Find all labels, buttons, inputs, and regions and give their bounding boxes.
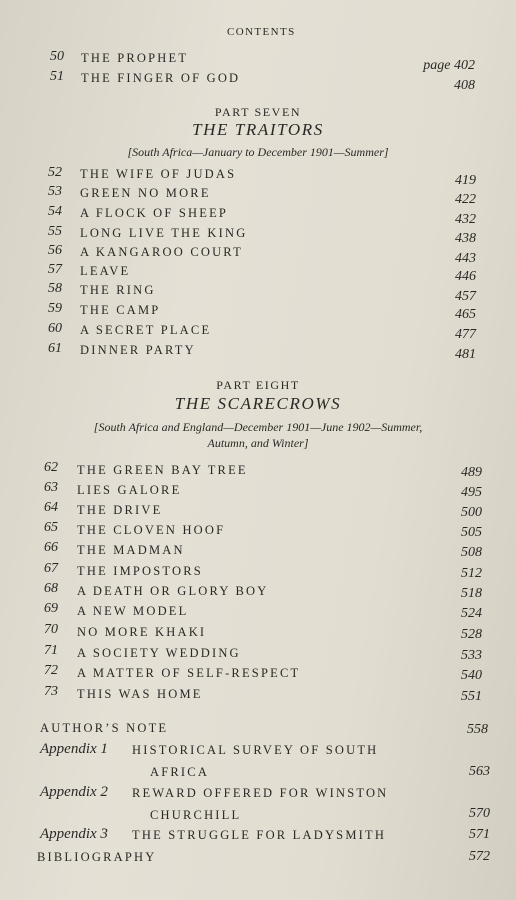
page-number: 505 [461, 525, 482, 540]
part-subtitle: [South Africa—January to December 1901—Summer] [127, 145, 389, 159]
page-number: 419 [455, 173, 476, 188]
page-number: 495 [461, 485, 482, 500]
chapter-number: 52 [48, 165, 62, 180]
chapter-number: 58 [48, 281, 62, 296]
chapter-title: A SECRET PLACE [80, 323, 212, 337]
page-number: 465 [455, 307, 476, 322]
chapter-number: 71 [44, 643, 58, 658]
chapter-number: 72 [44, 663, 58, 678]
part-title: THE SCARECROWS [174, 394, 342, 413]
chapter-title: THE WIFE OF JUDAS [80, 167, 237, 181]
chapter-title: THE CLOVEN HOOF [77, 523, 226, 537]
page-number: 571 [469, 827, 490, 842]
page-number: 551 [461, 689, 482, 704]
page-number: 500 [461, 505, 482, 520]
appendix-label: Appendix 2 [40, 784, 108, 800]
chapter-title: LEAVE [80, 264, 131, 278]
page-number: 508 [461, 545, 482, 560]
page-number: 438 [455, 231, 476, 246]
chapter-number: 65 [44, 520, 58, 535]
chapter-title: LONG LIVE THE KING [80, 226, 248, 240]
page-number: 408 [454, 78, 475, 93]
page-number: 457 [455, 289, 476, 304]
page-number: 524 [461, 606, 482, 621]
chapter-number: 66 [44, 540, 58, 555]
page-number: 489 [461, 465, 482, 480]
page-number: 446 [455, 269, 476, 284]
page-number: 563 [469, 764, 490, 779]
chapter-title: A DEATH OR GLORY BOY [77, 584, 269, 598]
chapter-number: 54 [48, 204, 62, 219]
chapter-number: 51 [50, 69, 64, 84]
chapter-number: 69 [44, 601, 58, 616]
chapter-number: 61 [48, 341, 62, 356]
chapter-title: A NEW MODEL [77, 604, 189, 618]
chapter-number: 62 [44, 460, 58, 475]
appendix-title: AFRICA [150, 765, 210, 779]
page-number: 443 [455, 251, 476, 266]
chapter-title: NO MORE KHAKI [77, 625, 207, 639]
appendix-label: Appendix 1 [40, 741, 108, 757]
chapter-number: 68 [44, 581, 58, 596]
chapter-number: 53 [48, 184, 62, 199]
page-number: 512 [461, 566, 482, 581]
chapter-title: A SOCIETY WEDDING [77, 646, 241, 660]
chapter-title: A KANGAROO COURT [80, 245, 243, 259]
chapter-title: THE DRIVE [77, 503, 163, 517]
chapter-title: THE MADMAN [77, 543, 185, 557]
appendix-label: Appendix 3 [40, 826, 108, 842]
appendix-title: HISTORICAL SURVEY OF SOUTH [132, 743, 379, 757]
contents-header: CONTENTS [227, 26, 296, 38]
part-title: THE TRAITORS [192, 120, 324, 139]
chapter-number: 60 [48, 321, 62, 336]
chapter-title: THE GREEN BAY TREE [77, 463, 248, 477]
chapter-number: 55 [48, 224, 62, 239]
chapter-number: 70 [44, 622, 58, 637]
page-number: 528 [461, 627, 482, 642]
part-subtitle: [South Africa and England—December 1901—June 1902—Summer, [93, 420, 423, 434]
chapter-number: 73 [44, 684, 58, 699]
page-number: 481 [455, 347, 476, 362]
page-number: 572 [469, 849, 490, 864]
chapter-title: DINNER PARTY [80, 343, 196, 357]
chapter-title: THE IMPOSTORS [77, 564, 203, 578]
chapter-number: 57 [48, 262, 62, 277]
chapter-title: GREEN NO MORE [80, 186, 211, 200]
page-number: page 402 [423, 58, 475, 73]
page-number: 432 [455, 212, 476, 227]
chapter-number: 50 [50, 49, 64, 64]
page-number: 540 [461, 668, 482, 683]
chapter-number: 67 [44, 561, 58, 576]
chapter-number: 63 [44, 480, 58, 495]
chapter-title: A MATTER OF SELF-RESPECT [77, 666, 301, 680]
page-number: 558 [467, 722, 488, 737]
appendix-title: THE STRUGGLE FOR LADYSMITH [132, 828, 387, 842]
chapter-title: LIES GALORE [77, 483, 182, 497]
chapter-title: THE PROPHET [81, 51, 189, 65]
page-number: 477 [455, 327, 476, 342]
page-number: 422 [455, 192, 476, 207]
page-number: 533 [461, 648, 482, 663]
appendix-title: REWARD OFFERED FOR WINSTON [132, 786, 389, 800]
chapter-number: 56 [48, 243, 62, 258]
chapter-title: THE RING [80, 283, 156, 297]
chapter-title: THIS WAS HOME [77, 687, 203, 701]
chapter-title: A FLOCK OF SHEEP [80, 206, 229, 220]
chapter-number: 64 [44, 500, 58, 515]
authors-note-title: AUTHOR’S NOTE [40, 721, 169, 735]
part-label: PART SEVEN [214, 105, 302, 119]
part-label: PART EIGHT [216, 378, 300, 392]
chapter-title: THE FINGER OF GOD [81, 71, 241, 85]
part-subtitle: Autumn, and Winter] [207, 436, 309, 450]
page-number: 570 [469, 806, 490, 821]
page-number: 518 [461, 586, 482, 601]
bibliography-title: BIBLIOGRAPHY [37, 850, 157, 864]
chapter-number: 59 [48, 301, 62, 316]
chapter-title: THE CAMP [80, 303, 161, 317]
appendix-title: CHURCHILL [150, 808, 242, 822]
